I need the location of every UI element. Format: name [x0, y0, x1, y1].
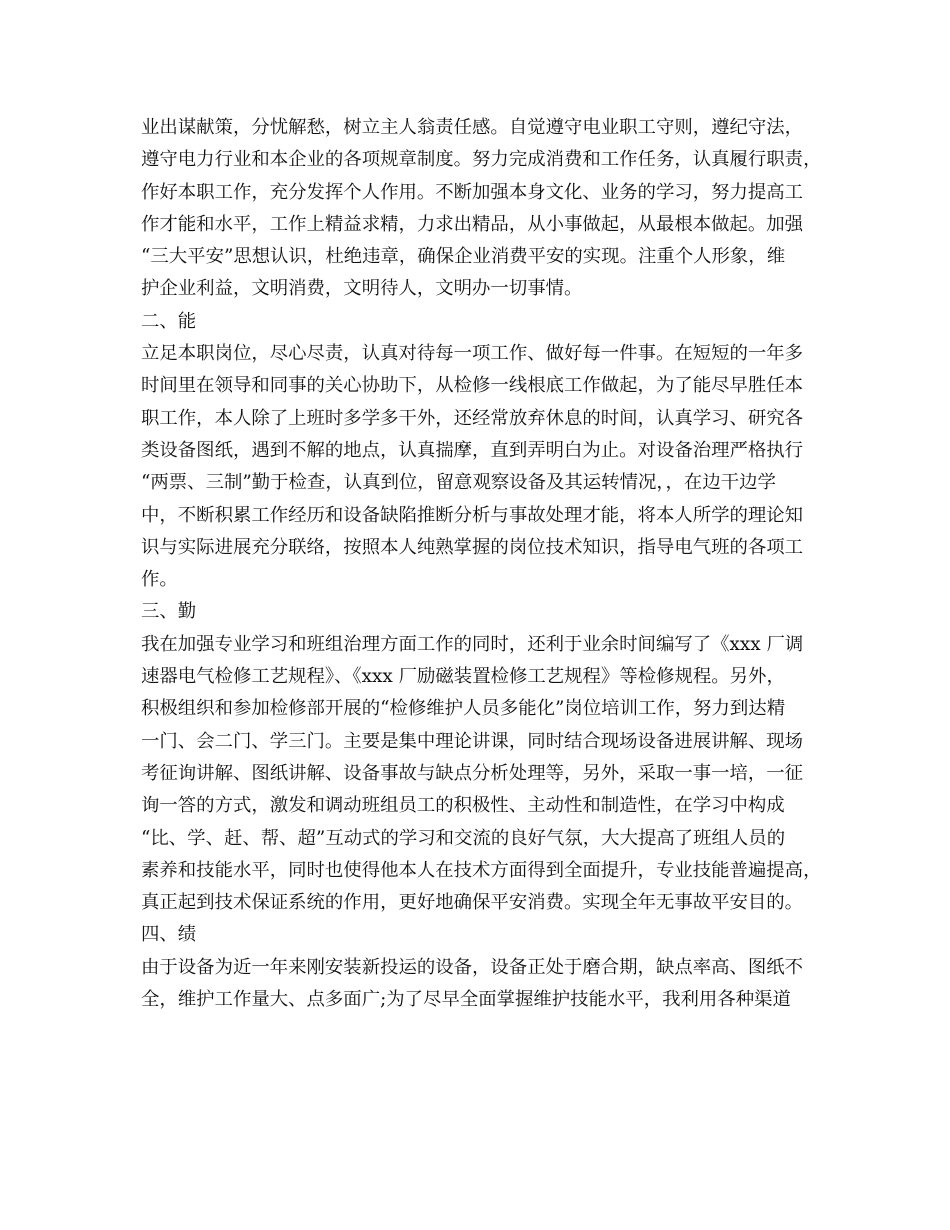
text-line: 我在加强专业学习和班组治理方面工作的同时，还利于业余时间编写了《xxx 厂调 — [141, 633, 804, 655]
text-line: 类设备图纸，遇到不解的地点，认真揣摩，直到弄明白为止。对设备治理严格执行 — [141, 439, 804, 461]
text-line: “两票、三制”勤于检查，认真到位，留意观察设备及其运转情况，，在边干边学 — [141, 472, 776, 494]
text-line: 护企业利益，文明消费，文明待人，文明办一切事情。 — [141, 278, 583, 300]
text-line: 遵守电力行业和本企业的各项规章制度。努力完成消费和工作任务，认真履行职责， — [141, 149, 822, 171]
text-line: 一门、会二门、学三门。主要是集中理论讲课，同时结合现场设备进展讲解、现场 — [141, 730, 804, 752]
text-line: 由于设备为近一年来刚安装新投运的设备，设备正处于磨合期，缺点率高、图纸不 — [141, 956, 804, 978]
section-heading: 四、绩 — [141, 924, 197, 946]
section-heading: 三、勤 — [141, 601, 197, 623]
text-line: 立足本职岗位，尽心尽责，认真对待每一项工作、做好每一件事。在短短的一年多 — [141, 343, 804, 365]
text-line: 考征询讲解、图纸讲解、设备事故与缺点分析处理等，另外，采取一事一培，一征 — [141, 762, 804, 784]
text-line: 识与实际进展充分联络，按照本人纯熟掌握的岗位技术知识，指导电气班的各项工 — [141, 536, 804, 558]
text-line: “三大平安”思想认识，杜绝违章，确保企业消费平安的实现。注重个人形象，维 — [141, 246, 786, 268]
text-line: 素养和技能水平，同时也使得他本人在技术方面得到全面提升，专业技能普遍提高， — [141, 859, 822, 881]
text-line: 真正起到技术保证系统的作用，更好地确保平安消费。实现全年无事故平安目的。 — [141, 892, 804, 914]
section-heading: 二、能 — [141, 310, 197, 332]
text-line: 作才能和水平，工作上精益求精，力求出精品，从小事做起，从最根本做起。加强 — [141, 213, 804, 235]
text-line: 业出谋献策，分忧解愁，树立主人翁责任感。自觉遵守电业职工守则，遵纪守法， — [141, 117, 804, 138]
document-body — [141, 112, 831, 1016]
text-line: 全，维护工作量大、点多面广;为了尽早全面掌握维护技能水平，我利用各种渠道 — [141, 989, 791, 1011]
text-line: 职工作，本人除了上班时多学多干外，还经常放弃休息的时间，认真学习、研究各 — [141, 407, 804, 429]
text-line: 询一答的方式，激发和调动班组员工的积极性、主动性和制造性，在学习中构成 — [141, 795, 785, 817]
text-line: “比、学、赶、帮、超”互动式的学习和交流的良好气氛，大大提高了班组人员的 — [141, 827, 786, 849]
text-line: 作好本职工作，充分发挥个人作用。不断加强本身文化、业务的学习，努力提高工 — [141, 181, 804, 203]
text-line: 时间里在领导和同事的关心协助下，从检修一线根底工作做起，为了能尽早胜任本 — [141, 375, 804, 397]
text-line: 作。 — [141, 569, 178, 591]
text-line: 速器电气检修工艺规程》、《xxx 厂励磁装置检修工艺规程》等检修规程。另外， — [141, 666, 785, 688]
text-line: 中，不断积累工作经历和设备缺陷推断分析与事故处理才能，将本人所学的理论知 — [141, 504, 804, 526]
text-line: 积极组织和参加检修部开展的“检修维护人员多能化”岗位培训工作，努力到达精 — [141, 698, 786, 720]
